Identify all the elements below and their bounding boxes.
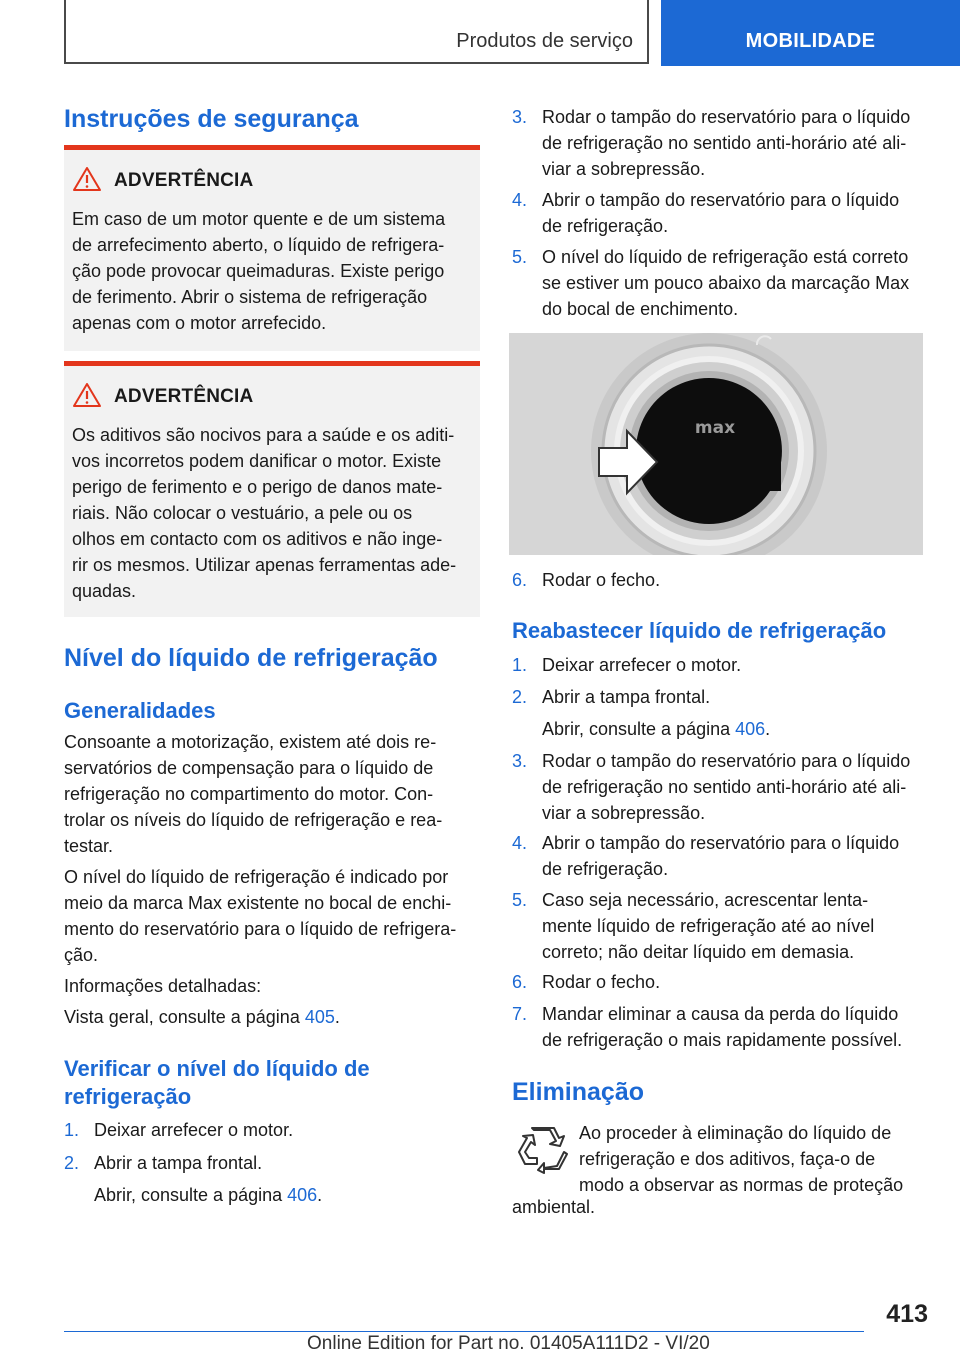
warning-text	[72, 422, 474, 604]
text-line: Ao proceder à eliminação do líquido de	[579, 1123, 892, 1143]
page-link[interactable]: 406	[735, 719, 766, 739]
step-text	[542, 887, 874, 965]
text-line: mento do reservatório para o líquido de refrigera‐	[64, 919, 457, 939]
step-text: Rodar o fecho.	[542, 570, 661, 590]
text-line: quadas.	[72, 581, 137, 601]
text-line: Rodar o tampão do reservatório para o líquido	[542, 107, 911, 127]
step-number: 6.	[512, 972, 528, 992]
step-text	[542, 748, 910, 826]
text: Abrir, consulte a página	[94, 1185, 288, 1205]
safety-title: Instruções de segurança	[64, 105, 359, 133]
footer-divider	[64, 1331, 864, 1332]
text-line: rir os mesmos. Utilizar apenas ferramentas ade‐	[72, 555, 457, 575]
step-number: 4.	[512, 190, 528, 210]
title-line: Verificar o nível do líquido de	[64, 1056, 370, 1081]
text-line: vos incorretos podem danificar o motor. Existe	[72, 451, 442, 471]
text-line: trolar os níveis do líquido de refrigeração e rea‐	[64, 810, 443, 830]
level-title: Nível do líquido de refrigeração	[64, 644, 438, 672]
text: .	[765, 719, 771, 739]
title-line: refrigeração	[64, 1084, 192, 1109]
text-line: testar.	[64, 836, 114, 856]
text-line: ção pode provocar queimaduras. Existe perigo	[72, 261, 445, 281]
list-item	[64, 1117, 480, 1143]
general-title: Generalidades	[64, 698, 216, 723]
list-item	[512, 748, 928, 828]
list-item	[512, 1001, 928, 1055]
list-item	[512, 104, 928, 184]
warning-triangle-icon	[72, 166, 102, 192]
text-line: de arrefecimento aberto, o líquido de refrigera‐	[72, 235, 445, 255]
step-text	[542, 1001, 902, 1053]
text-line: viar a sobrepressão.	[542, 159, 706, 179]
warning-text	[72, 206, 474, 336]
header-chapter-tab[interactable]	[661, 0, 960, 66]
step-number: 3.	[512, 751, 528, 771]
text-line: Os aditivos são nocivos para a saúde e os aditi‐	[72, 425, 455, 445]
text-line: de refrigeração no sentido anti-horário até ali‐	[542, 777, 907, 797]
page-link[interactable]: 405	[304, 1007, 335, 1027]
text: Abrir, consulte a página	[542, 719, 736, 739]
text-line: de refrigeração.	[542, 859, 669, 879]
text-line: olhos em contacto com os aditivos e não inge‐	[72, 529, 443, 549]
text: .	[317, 1185, 323, 1205]
step-subtext	[542, 716, 770, 742]
step-number: 5.	[512, 890, 528, 910]
step-text	[542, 187, 899, 239]
header-section-tab[interactable]	[64, 0, 649, 64]
step-number: 2.	[512, 687, 528, 707]
text-line: servatórios de compensação para o líquido de	[64, 758, 434, 778]
text-line: Mandar eliminar a causa da perda do líquido	[542, 1004, 899, 1024]
list-item	[512, 187, 928, 241]
list-item	[64, 1150, 480, 1210]
paragraph	[64, 864, 480, 968]
text-line: de refrigeração o mais rapidamente possível.	[542, 1030, 903, 1050]
warning-triangle-icon	[72, 382, 102, 408]
step-text: Abrir a tampa frontal.	[542, 687, 711, 707]
text-line: viar a sobrepressão.	[542, 803, 706, 823]
list-item	[512, 567, 928, 593]
paragraph	[64, 1004, 340, 1030]
check-title	[64, 1055, 370, 1111]
text-line: O nível do líquido de refrigeração é indicado por	[64, 867, 449, 887]
recycling-icon	[514, 1124, 570, 1174]
text-line: de refrigeração no sentido anti-horário até ali‐	[542, 133, 907, 153]
footer-edition: Online Edition for Part no. 01405A111D2 - VI/20	[307, 1333, 710, 1354]
paragraph	[64, 729, 480, 859]
text-line: ção.	[64, 945, 99, 965]
text-line: Em caso de um motor quente e de um sistema	[72, 209, 446, 229]
text-line: se estiver um pouco abaixo da marcação Max	[542, 273, 910, 293]
text-line: Abrir o tampão do reservatório para o líquido	[542, 833, 900, 853]
list-item	[512, 969, 928, 995]
text-line: refrigeração no compartimento do motor. Con‐	[64, 784, 434, 804]
list-item	[512, 887, 928, 967]
refill-title: Reabastecer líquido de refrigeração	[512, 618, 887, 643]
warning-box	[64, 145, 480, 351]
warning-label: ADVERTÊNCIA	[114, 386, 254, 407]
list-item	[512, 244, 928, 324]
step-text	[542, 104, 910, 182]
max-marking: max	[694, 418, 736, 438]
text: .	[334, 1007, 340, 1027]
step-number: 2.	[64, 1153, 80, 1173]
page-number: 413	[886, 1300, 928, 1328]
step-text	[542, 244, 909, 322]
step-number: 6.	[512, 570, 528, 590]
coolant-max-figure	[509, 333, 923, 555]
step-text: Abrir a tampa frontal.	[94, 1153, 263, 1173]
text-line: correto; não deitar líquido em demasia.	[542, 942, 855, 962]
text-line: Rodar o tampão do reservatório para o líquido	[542, 751, 911, 771]
step-subtext	[94, 1182, 322, 1208]
list-item	[512, 684, 928, 744]
step-number: 3.	[512, 107, 528, 127]
step-number: 4.	[512, 833, 528, 853]
text-line: Abrir o tampão do reservatório para o líquido	[542, 190, 900, 210]
step-text	[542, 830, 899, 882]
step-number: 1.	[64, 1120, 80, 1140]
text-line: mente líquido de refrigeração até ao nível	[542, 916, 875, 936]
text-line: apenas com o motor arrefecido.	[72, 313, 327, 333]
warning-label: ADVERTÊNCIA	[114, 170, 254, 191]
disposal-text	[579, 1120, 929, 1198]
step-text: Deixar arrefecer o motor.	[94, 1120, 294, 1140]
step-number: 7.	[512, 1004, 528, 1024]
text-line: modo a observar as normas de proteção	[579, 1175, 904, 1195]
disposal-text-end: ambiental.	[512, 1197, 596, 1217]
page-link[interactable]: 406	[287, 1185, 318, 1205]
step-number: 5.	[512, 247, 528, 267]
text: Vista geral, consulte a página	[64, 1007, 305, 1027]
disposal-title: Eliminação	[512, 1078, 644, 1106]
text-line: O nível do líquido de refrigeração está correto	[542, 247, 909, 267]
filler-neck-illustration	[509, 333, 923, 555]
section-tab-label: Produtos de serviço	[456, 30, 633, 52]
warning-box	[64, 361, 480, 617]
chapter-tab-label: MOBILIDADE	[745, 30, 876, 52]
step-text: Rodar o fecho.	[542, 972, 661, 992]
text-line: do bocal de enchimento.	[542, 299, 739, 319]
paragraph: Informações detalhadas:	[64, 976, 262, 996]
text-line: de ferimento. Abrir o sistema de refrigeração	[72, 287, 428, 307]
text-line: Consoante a motorização, existem até dois re‐	[64, 732, 437, 752]
text-line: de refrigeração.	[542, 216, 669, 236]
text-line: riais. Não colocar o vestuário, a pele ou os	[72, 503, 413, 523]
text-line: Caso seja necessário, acrescentar lenta‐	[542, 890, 869, 910]
step-text: Deixar arrefecer o motor.	[542, 655, 742, 675]
text-line: meio da marca Max existente no bocal de enchi‐	[64, 893, 452, 913]
text-line: perigo de ferimento e o perigo de danos mate‐	[72, 477, 443, 497]
list-item	[512, 652, 928, 678]
step-number: 1.	[512, 655, 528, 675]
text-line: refrigeração e dos aditivos, faça-o de	[579, 1149, 876, 1169]
list-item	[512, 830, 928, 884]
